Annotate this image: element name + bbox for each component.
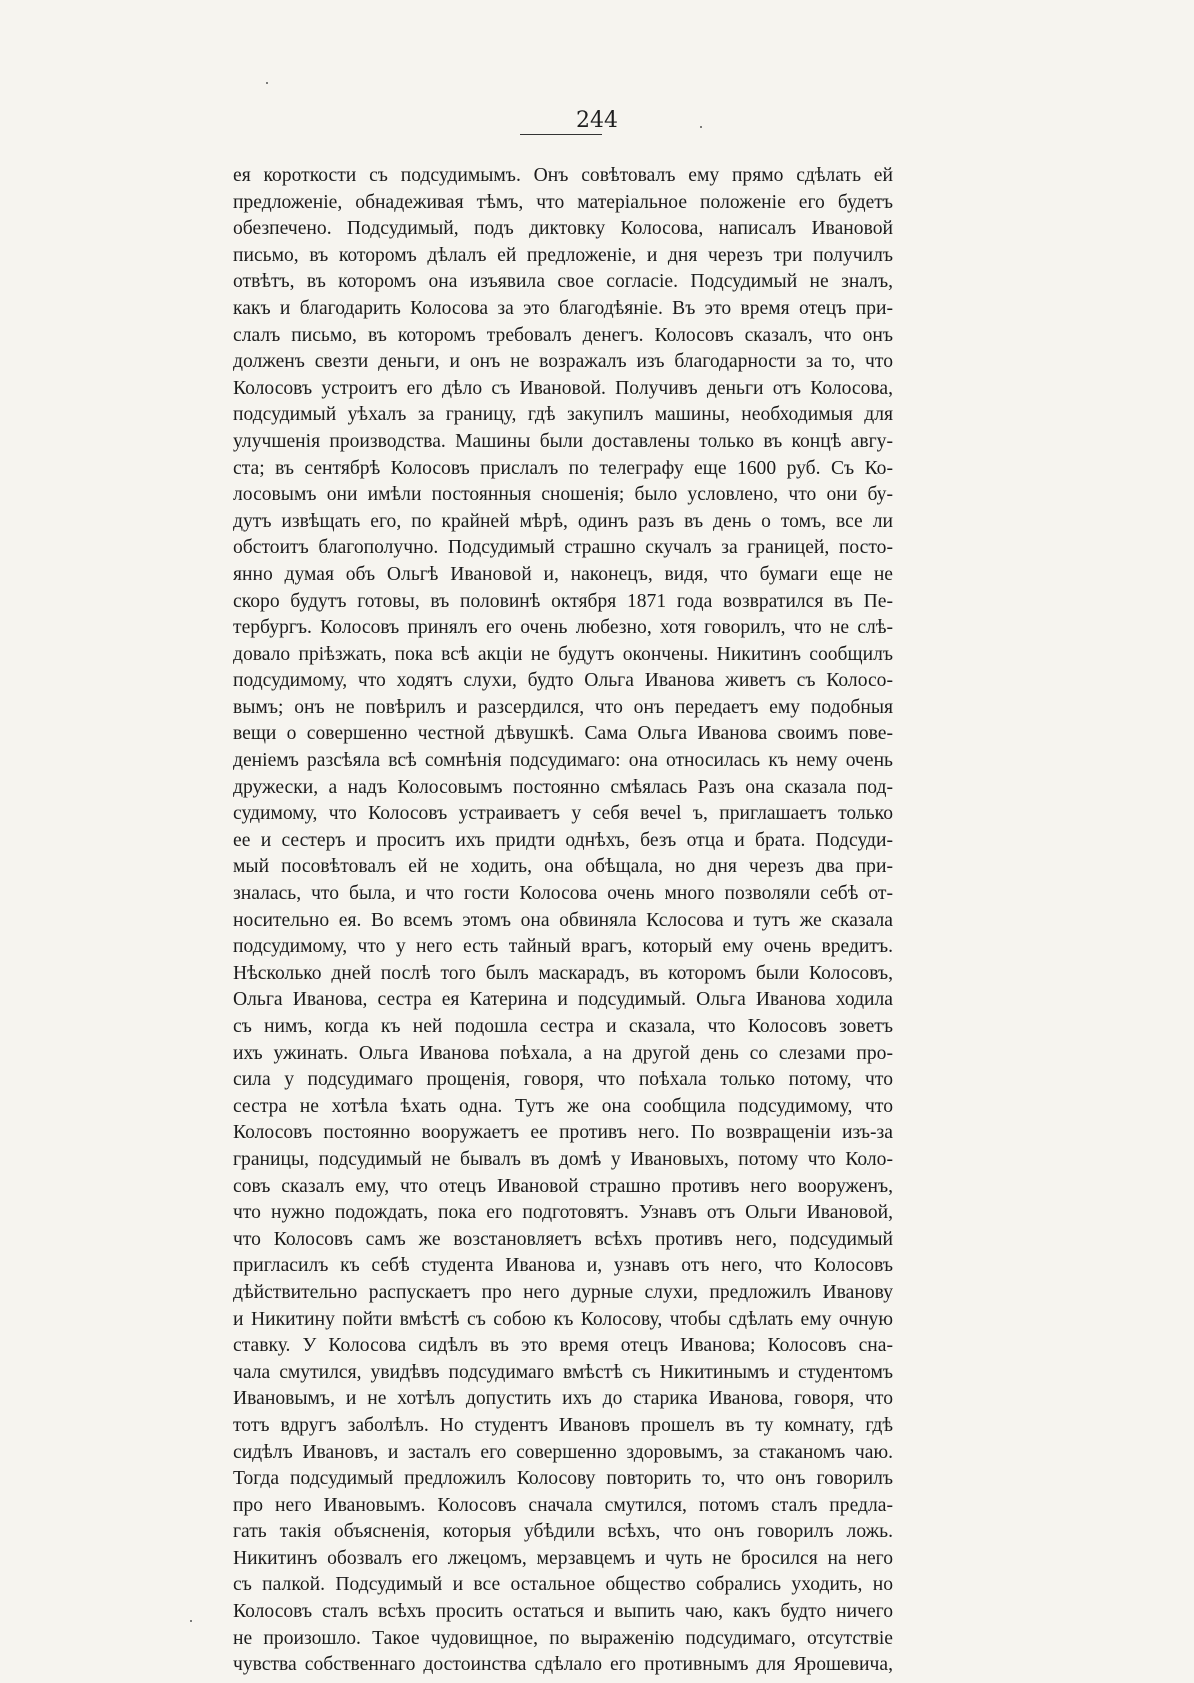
scan-speck <box>266 82 268 84</box>
text-line: Колосовъ сталъ всѣхъ просить остаться и выпить чаю, какъ будто ничего <box>233 1601 893 1623</box>
text-line: тербургъ. Колосовъ принялъ его очень любезно, хотя говорилъ, что не слѣ- <box>233 617 893 639</box>
text-line: Колосовъ устроитъ его дѣло съ Ивановой. Получивъ деньги отъ Колосова, <box>233 377 893 399</box>
text-line: вещи о совершенно честной дѣвушкѣ. Сама Ольга Иванова своимъ пове- <box>233 723 893 745</box>
text-line: подсудимый уѣхалъ за границу, гдѣ закупилъ машины, необходимыя для <box>233 404 893 426</box>
text-line: Ивановымъ, и не хотѣлъ допустить ихъ до старика Иванова, говоря, что <box>233 1388 893 1410</box>
text-line: мый посовѣтовалъ ей не ходить, она обѣщала, но дня черезъ два при- <box>233 856 893 878</box>
text-line: носительно ея. Во всемъ этомъ она обвиняла Кслосова и тутъ же сказала <box>233 909 893 931</box>
text-line: Нѣсколько дней послѣ того былъ маскарадъ, въ которомъ были Колосовъ, <box>233 962 893 984</box>
text-line: янно думая объ Ольгѣ Ивановой и, наконецъ, видя, что бумаги еще не <box>233 563 893 585</box>
text-line: скоро будутъ готовы, въ половинѣ октября 1871 года возвратился въ Пе- <box>233 590 893 612</box>
text-line: ея короткости съ подсудимымъ. Онъ совѣтовалъ ему прямо сдѣлать ей <box>233 165 893 186</box>
text-line: письмо, въ которомъ дѣлалъ ей предложеніе, и дня черезъ три получилъ <box>233 244 893 266</box>
text-line: съ нимъ, когда къ ней подошла сестра и сказала, что Колосовъ зоветъ <box>233 1016 893 1037</box>
text-line: ставку. У Колосова сидѣлъ въ это время отецъ Иванова; Колосовъ сна- <box>233 1335 893 1357</box>
text-line: слалъ письмо, въ которомъ требовалъ денегъ. Колосовъ сказалъ, что онъ <box>233 324 893 346</box>
text-line: чала смутился, увидѣвъ подсудимаго вмѣстѣ съ Никитинымъ и студентомъ <box>233 1361 893 1383</box>
text-line: не произошло. Такое чудовищное, по выраженію подсудимаго, отсутствіе <box>233 1627 893 1649</box>
text-line: съ палкой. Подсудимый и все остальное общество собрались уходить, но <box>233 1574 893 1596</box>
text-line: чувства собственнаго достоинства сдѣлало его противнымъ для Ярошевича, <box>233 1654 893 1676</box>
text-line: Никитинъ обозвалъ его лжецомъ, мерзавцемъ и чуть не бросился на него <box>233 1547 893 1569</box>
text-line: обезпечено. Подсудимый, подъ диктовку Колосова, написалъ Ивановой <box>233 218 893 240</box>
text-line: зналась, что была, и что гости Колосова очень много позволяли себѣ от- <box>233 883 893 905</box>
text-line: какъ и благодарить Колосова за это благодѣяніе. Въ это время отецъ при- <box>233 297 893 319</box>
text-line: пригласилъ къ себѣ студента Иванова и, узнавъ отъ него, что Колосовъ <box>233 1255 893 1277</box>
body-text <box>233 163 893 1679</box>
text-line: Ольга Иванова, сестра ея Катерина и подсудимый. Ольга Иванова ходила <box>233 989 893 1011</box>
text-line: деніемъ разсѣяла всѣ сомнѣнія подсудимаго: она относилась къ нему очень <box>233 750 893 772</box>
text-line: вымъ; онъ не повѣрилъ и разсердился, что онъ передаетъ ему подобныя <box>233 696 893 718</box>
text-line: лосовымъ они имѣли постоянныя сношенія; было условлено, что они бу- <box>233 484 893 506</box>
text-line: Тогда подсудимый предложилъ Колосову повторить то, что онъ говорилъ <box>233 1468 893 1490</box>
text-line: ее и сестеръ и проситъ ихъ придти однѣхъ, безъ отца и брата. Подсуди- <box>233 829 893 851</box>
page-number-rule <box>520 134 602 135</box>
text-line: сестра не хотѣла ѣхать одна. Тутъ же она сообщила подсудимому, что <box>233 1095 893 1117</box>
text-line: дружески, а надъ Колосовымъ постоянно смѣялась Разъ она сказала под- <box>233 776 893 798</box>
text-line: дутъ извѣщать его, по крайней мѣрѣ, одинъ разъ въ день о томъ, все ли <box>233 510 893 532</box>
text-line: про него Ивановымъ. Колосовъ сначала смутился, потомъ сталъ предла- <box>233 1494 893 1516</box>
text-line: дѣйствительно распускаетъ про него дурные слухи, предложилъ Иванову <box>233 1281 893 1303</box>
text-line: совъ сказалъ ему, что отецъ Ивановой страшно противъ него вооруженъ, <box>233 1175 893 1197</box>
text-line: что нужно подождать, пока его подготовятъ. Узнавъ отъ Ольги Ивановой, <box>233 1202 893 1224</box>
scan-speck <box>190 1620 192 1622</box>
text-line: и Никитину пойти вмѣстѣ съ собою къ Колосову, чтобы сдѣлать ему очную <box>233 1308 893 1330</box>
text-line: ихъ ужинать. Ольга Иванова поѣхала, а на другой день со слезами про- <box>233 1042 893 1064</box>
text-line: обстоитъ благополучно. Подсудимый страшно скучалъ за границей, посто- <box>233 537 893 559</box>
text-line: сидѣлъ Ивановъ, и засталъ его совершенно здоровымъ, за стаканомъ чаю. <box>233 1441 893 1463</box>
text-line: довало пріѣзжать, пока всѣ акціи не будутъ окончены. Никитинъ сообщилъ <box>233 643 893 665</box>
text-line: подсудимому, что ходятъ слухи, будто Ольга Иванова живетъ съ Колосо- <box>233 670 893 692</box>
text-line: сила у подсудимаго прощенія, говоря, что поѣхала только потому, что <box>233 1069 893 1091</box>
text-line: подсудимому, что у него есть тайный врагъ, который ему очень вредитъ. <box>233 936 893 958</box>
text-line: улучшенія производства. Машины были доставлены только въ концѣ авгу- <box>233 430 893 452</box>
text-line: Колосовъ постоянно вооружаетъ ее противъ него. По возвращеніи изъ-за <box>233 1122 893 1144</box>
text-line: предложеніе, обнадеживая тѣмъ, что матеріальное положеніе его будетъ <box>233 191 893 213</box>
text-line: судимому, что Колосовъ устраиваетъ у себя вечеl ъ, приглашаетъ только <box>233 803 893 825</box>
text-line: что Колосовъ самъ же возстановляетъ всѣхъ противъ него, подсудимый <box>233 1228 893 1250</box>
text-line: долженъ свезти деньги, и онъ не возражалъ изъ благодарности за то, что <box>233 351 893 373</box>
text-line: ста; въ сентябрѣ Колосовъ прислалъ по телеграфу еще 1600 руб. Съ Ко- <box>233 457 893 479</box>
text-line: отвѣтъ, въ которомъ она изъявила свое согласіе. Подсудимый не зналъ, <box>233 271 893 293</box>
text-line: тотъ вдругъ заболѣлъ. Но студентъ Ивановъ прошелъ въ ту комнату, гдѣ <box>233 1414 893 1436</box>
text-line: гать такія объясненія, которыя убѣдили всѣхъ, что онъ говорилъ ложь. <box>233 1521 893 1543</box>
page-number: 244 <box>576 108 618 133</box>
text-line: границы, подсудимый не бывалъ въ домѣ у Ивановыхъ, потому что Коло- <box>233 1148 893 1170</box>
